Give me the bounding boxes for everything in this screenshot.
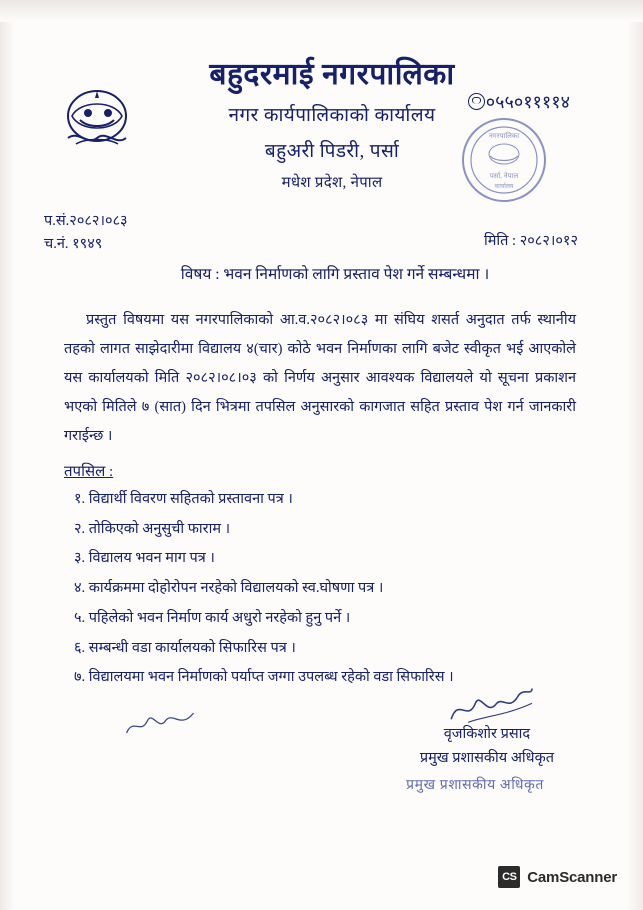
requirement-list <box>28 485 606 693</box>
scan-edge-left <box>0 0 14 910</box>
camscanner-watermark <box>498 866 617 888</box>
office-phone <box>468 90 570 114</box>
telephone-icon <box>468 93 485 110</box>
organization-name: बहुदरमाई नगरपालिका <box>209 58 455 91</box>
signature-left-icon <box>123 705 198 740</box>
official-stamp-text: प्रमुख प्रशासकीय अधिकृत <box>406 778 544 794</box>
scan-edge-right <box>627 0 643 910</box>
list-item: ४. कार्यक्रममा दोहोरोपन नरहेको विद्यालयको स्व.घोषणा पत्र । <box>74 580 384 597</box>
letterhead <box>28 58 606 208</box>
letter-body <box>28 36 606 819</box>
signatory-block <box>420 723 554 771</box>
subject-line: विषय : भवन निर्माणको लागि प्रस्ताव पेश गर्ने सम्बन्धमा । <box>180 266 490 283</box>
list-item: ५. पहिलेको भवन निर्माण कार्य अधुरो नरहेको हुनु पर्ने । <box>74 609 351 626</box>
list-item: ६. सम्बन्धी वडा कार्यालयको सिफारिस पत्र । <box>74 639 296 656</box>
nepal-emblem-icon <box>66 86 128 152</box>
svg-text:नगरपालिका: नगरपालिका <box>488 132 520 140</box>
signatory-designation: प्रमुख प्रशासकीय अधिकृत <box>419 749 554 766</box>
reference-row <box>28 210 606 258</box>
list-item: ७. विद्यालयमा भवन निर्माणको पर्याप्त जग्गा उपलब्ध रहेको वडा सिफारिस । <box>74 669 454 686</box>
signature-area <box>28 699 606 819</box>
chalani-number: च.नं. १९४९ <box>44 236 103 253</box>
list-item: १. विद्यार्थी विवरण सहितको प्रस्तावना पत्र । <box>74 491 293 507</box>
signatory-name: वृजकिशोर प्रसाद <box>443 726 531 743</box>
list-item: २. तोकिएको अनुसुची फाराम । <box>74 520 231 537</box>
camscanner-badge-icon: CS <box>498 866 520 888</box>
office-address: बहुअरी पिडरी, पर्सा <box>264 141 400 162</box>
office-name: नगर कार्यपालिकाको कार्यालय <box>228 105 436 126</box>
svg-text:पर्सा, नेपाल: पर्सा, नेपाल <box>489 172 519 180</box>
office-province: मधेश प्रदेश, नेपाल <box>281 175 383 191</box>
body-paragraph-container <box>28 306 606 451</box>
scan-edge-top <box>0 0 643 22</box>
svg-text:कार्यालय: कार्यालय <box>494 184 514 190</box>
letter-date: मिति : २०८२।०१२ <box>483 233 578 249</box>
patra-sankhya: प.सं.२०८२।०८३ <box>44 213 128 229</box>
camscanner-label: CamScanner <box>527 868 617 886</box>
tapasil-heading: तपसिल : <box>64 464 114 480</box>
list-item: ३. विद्यालय भवन माग पत्र । <box>74 550 215 567</box>
office-seal-icon <box>460 116 548 204</box>
phone-number: ०५५०११११४ <box>485 92 570 112</box>
body-paragraph: प्रस्तुत विषयमा यस नगरपालिकाको आ.व.२०८२।०८३ मा संघिय शसर्त अनुदात तर्फ स्थानीय तहको लागत साझेदारीमा विद्यालय ४(चार) कोठे भवन निर्माणका लागि बजेट स्वीकृत भई आएकोले यस कार्यालयको मिति २०८२।०८।०३ को निर्णय अनुसार आवश्यक विद्यालयले यो सूचना प्रकाशन भएको मितिले ७ (सात) दिन भित्रमा तपसिल अनुसारको कागजात सहित प्रस्ताव पेश गर्न जानकारी गराईन्छ । <box>64 312 576 444</box>
reference-left <box>44 210 128 256</box>
